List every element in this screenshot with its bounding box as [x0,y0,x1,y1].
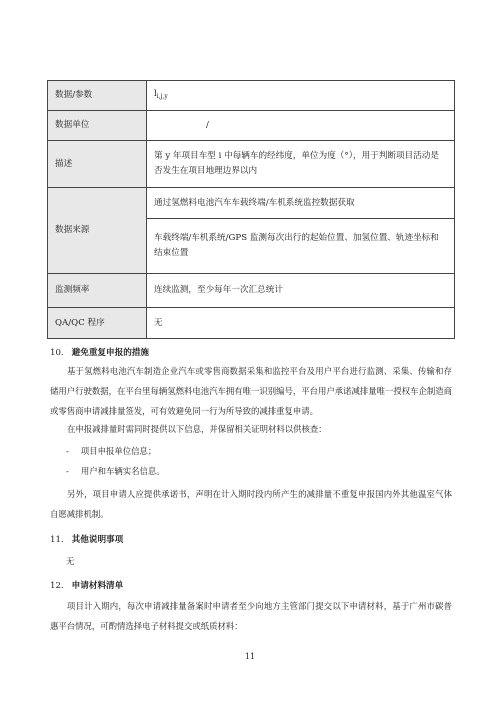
section-10-paragraph-2: 在申报减排量时需同时提供以下信息，并保留相关证明材料以供核查： [67,424,327,434]
section-10-heading [50,346,149,358]
list-item-text: 项目申报单位信息； [80,446,157,456]
table-row-qaqc [48,308,455,339]
table-row-source [48,188,455,219]
parameter-symbol-main: l [154,89,157,99]
unit-value: / [206,120,209,130]
list-item [66,445,156,457]
row-label: QA/QC 程序 [48,308,147,339]
row-label: 数据来源 [48,188,147,274]
description-value: 第 y 年项目车型 i 中每辆车的经纬度，单位为度（°），用于判断项目活动是否发生在项目地理边界以内 [147,141,455,188]
row-label: 数据单位 [48,111,147,141]
table-row-frequency [48,274,455,308]
source-value: 通过氢燃料电池汽车车载终端/车机系统监控数据获取 [147,188,455,219]
table-row-unit [48,111,455,141]
row-label: 数据/参数 [48,81,147,111]
page-number: 11 [244,652,256,661]
row-label: 监测频率 [48,274,147,308]
qaqc-value: 无 [147,308,455,339]
section-11-text: 无 [66,556,75,566]
section-12-heading [50,579,123,591]
section-10-paragraph-1: 基于氢燃料电池汽车制造企业汽车或零售商数据采集和监控平台及用户平台进行监测、采集、传输和存储用户行驶数据，在平台里每辆氢燃料电池汽车拥有唯一识别编号，平台用户承诺减排量唯一授权车企制造商或零售商申请减排量签发，可有效避免同一行为所导致的减排重复申请。 [50,366,452,416]
list-dash: - [66,446,69,456]
list-item-text: 用户和车辆实名信息。 [80,466,165,476]
section-11-heading [50,533,123,545]
section-10-paragraph-3: 另外，项目申请人应提供承诺书，声明在计入期时段内所产生的减排量不重复申报国内外其他温室气体自愿减排机制。 [50,489,452,519]
table-row-parameter [48,81,455,111]
parameter-table [47,80,455,339]
parameter-symbol-subscript: i,j,y [156,93,168,100]
parameter-symbol [147,81,455,111]
section-title: 避免重复申报的措施 [71,348,150,358]
section-title: 申请材料清单 [71,581,124,591]
source-detail-value: 车载终端/车机系统/GPS 监测每次出行的起始位置、加氢位置、轨迹坐标和结束位置 [147,219,455,274]
table-row-description [48,141,455,188]
section-12-paragraph: 项目计入期内，每次申请减排量备案时申请者至少向地方主管部门提交以下申请材料，基于广州市碳普惠平台情况，可酌情选择电子材料提交或纸质材料： [50,601,452,631]
list-item [66,465,165,477]
section-title: 其他说明事项 [71,535,124,545]
frequency-value: 连续监测，至少每年一次汇总统计 [147,274,455,308]
section-number: 12. [50,581,64,591]
list-dash: - [66,466,69,476]
section-number: 11. [50,535,64,545]
section-number: 10. [50,348,64,358]
row-label: 描述 [48,141,147,188]
